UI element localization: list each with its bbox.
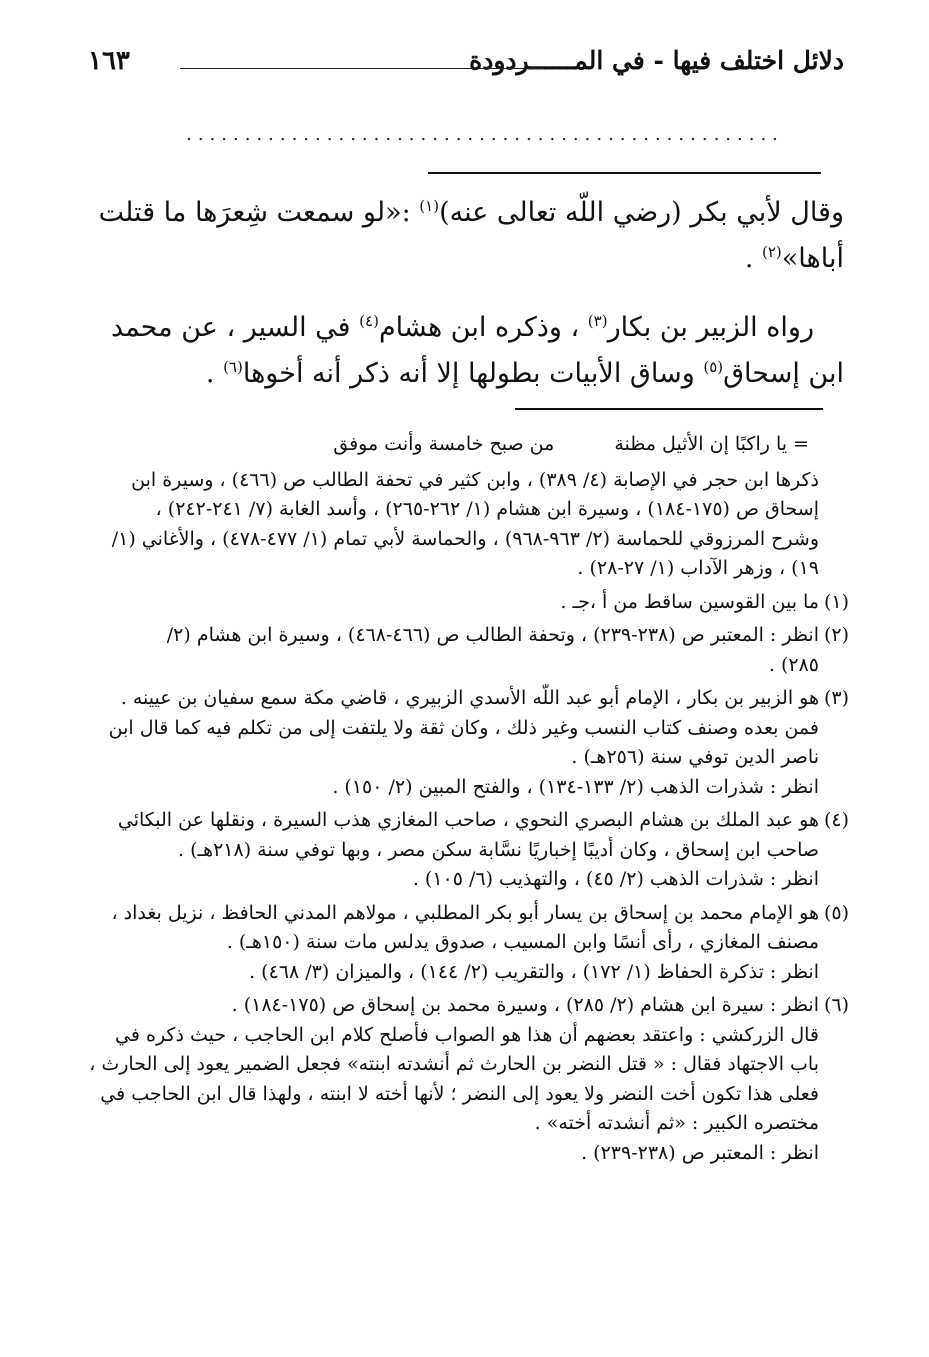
- footnote-line: انظر : شذرات الذهب (٢/ ٤٥) ، والتهذيب (٦/ ١٠٥) .: [412, 868, 819, 890]
- footnote-4: [80, 806, 849, 895]
- footnote-line: [80, 588, 849, 618]
- footnote-line: ٢٨٥) .: [768, 653, 819, 676]
- footnote-number: (٣): [823, 687, 849, 709]
- poem-verse: [80, 430, 849, 460]
- text-span: في السير ، عن محمد: [110, 312, 360, 343]
- footnote-line: [80, 991, 849, 1021]
- footnote-text: هو الإمام محمد بن إسحاق بن يسار أبو بكر المطلبي ، مولاهم المدني الحافظ ، نزيل بغداد ،: [111, 901, 819, 924]
- poem-hemistich: من صبح خامسة وأنت موفق: [333, 433, 555, 455]
- footnote-line: انظر : شذرات الذهب (٢/ ١٣٣-١٣٤) ، والفتح المبين (٢/ ١٥٠) .: [332, 775, 819, 798]
- footnote-ref: (١): [419, 197, 440, 215]
- footnote-continuation: [80, 466, 849, 584]
- top-rule: [428, 172, 821, 174]
- footnote-line: وشرح المرزوقي للحماسة (٢/ ٩٦٣-٩٦٨) ، والحماسة لأبي تمام (١/ ٤٧٧-٤٧٨) ، والأغاني (١/: [111, 527, 819, 550]
- footnote-3: [80, 684, 849, 802]
- footnote-5: [80, 899, 849, 988]
- footnote-line: ناصر الدين توفي سنة (٢٥٦هـ) .: [571, 746, 819, 768]
- footnote-line: قال الزركشي : واعتقد بعضهم أن هذا هو الصواب فأصلح كلام ابن الحاجب ، حيث ذكره في: [115, 1023, 819, 1046]
- footnote-line: فمن بعده وصنف كتاب النسب وغير ذلك ، وكان ثقة ولا يلتفت إلى من تكلم فيه كما قال ابن: [108, 716, 819, 739]
- text-span: وساق الأبيات بطولها إلا أنه ذكر أنه أخوها: [242, 358, 704, 389]
- footnote-ref: (٢): [761, 243, 782, 261]
- footnote-text: هو الزبير بن بكار ، الإمام أبو عبد اللّه الأسدي الزبيري ، قاضي مكة سمع سفيان بن عيينه .: [120, 687, 819, 709]
- footnote-line: مصنف المغازي ، رأى أنسًا وابن المسيب ، صدوق يدلس مات سنة (١٥٠هـ) .: [226, 931, 819, 953]
- footnote-line: إسحاق ص (١٧٥-١٨٤) ، وسيرة ابن هشام (١/ ٢٦٢-٢٦٥) ، وأسد الغابة (٧/ ٢٤١-٢٤٢) ،: [155, 498, 819, 520]
- footnote-line: [80, 621, 849, 651]
- footnote-line: ذكرها ابن حجر في الإصابة (٤/ ٣٨٩) ، وابن كثير في تحفة الطالب ص (٤٦٦) ، وسيرة ابن: [131, 468, 819, 491]
- text-line: [85, 190, 844, 236]
- footnote-ref: (٦): [223, 358, 243, 376]
- footnote-ref: (٥): [703, 358, 724, 376]
- text-span: ابن إسحاق: [723, 358, 844, 389]
- text-span: ، وذكره ابن هشام: [378, 312, 588, 343]
- text-span: .: [744, 243, 762, 274]
- footnotes: [80, 430, 849, 1172]
- footnote-line: فعلى هذا تكون أخت النضر ولا يعود إلى النضر ؛ لأنها أخته لا ابنته ، ولهذا قال ابن الحاجب في: [100, 1082, 819, 1105]
- footnote-number: (٦): [823, 994, 849, 1016]
- page-number: ١٦٣: [88, 46, 130, 76]
- text-span: وقال لأبي بكر (رضي اللّه تعالى عنه): [439, 197, 844, 228]
- header-rule: [180, 68, 544, 69]
- footnote-text: انظر : سيرة ابن هشام (٢/ ٢٨٥) ، وسيرة محمد بن إسحاق ص (١٧٥-١٨٤) .: [231, 994, 819, 1016]
- text-span: .: [205, 358, 224, 389]
- text-line: [85, 351, 844, 397]
- poem-hemistich: = يا راكبًا إن الأثيل مظنة: [614, 433, 809, 455]
- footnote-line: مختصره الكبير : «ثم أنشدته أخته» .: [534, 1112, 819, 1134]
- footnote-line: ١٩) ، وزهر الآداب (١/ ٢٧-٢٨) .: [577, 557, 819, 579]
- footnote-line: انظر : المعتبر ص (٢٣٨-٢٣٩) .: [581, 1141, 819, 1164]
- footnote-number: (٢): [823, 624, 849, 646]
- running-header: [88, 46, 844, 86]
- footnote-number: (٤): [823, 809, 849, 831]
- footnote-number: (١): [823, 590, 849, 613]
- footnote-text: انظر : المعتبر ص (٢٣٨-٢٣٩) ، وتحفة الطالب ص (٤٦٦-٤٦٨) ، وسيرة ابن هشام (٢/: [166, 624, 819, 646]
- text-span: :«لو سمعت شِعرَها ما قتلت: [98, 197, 420, 228]
- separator-dots: ...................................................: [186, 124, 784, 145]
- footnote-6: [80, 991, 849, 1168]
- footnote-ref: (٤): [359, 312, 379, 330]
- footnote-line: [80, 806, 849, 836]
- footnote-line: باب الاجتهاد فقال : « قتل النضر بن الحارث ثم أنشدته ابنته» فجعل الضمير يعود إلى الحارث ،: [89, 1053, 819, 1075]
- text-line: [85, 236, 844, 282]
- footnote-text: هو عبد الملك بن هشام البصري النحوي ، صاحب المغازي هذب السيرة ، ونقلها عن البكائي: [117, 809, 819, 831]
- footnote-line: [80, 899, 849, 929]
- footnote-1: [80, 588, 849, 618]
- footnote-line: [80, 684, 849, 714]
- footnote-text: ما بين القوسين ساقط من أ ،جـ .: [560, 590, 819, 613]
- footnote-2: [80, 621, 849, 680]
- main-paragraph-1: [85, 190, 844, 282]
- text-span: رواه الزبير بن بكار: [607, 312, 814, 343]
- footnote-number: (٥): [823, 901, 849, 924]
- header-title: دلائل اختلف فيها - في المــــــردودة: [469, 46, 844, 75]
- main-paragraph-2: [85, 305, 844, 397]
- footnote-ref: (٣): [587, 312, 608, 330]
- footnote-line: صاحب ابن إسحاق ، وكان أديبًا إخباريًا نسَّابة سكن مصر ، وبها توفي سنة (٢١٨هـ) .: [178, 838, 819, 861]
- footnote-line: انظر : تذكرة الحفاظ (١/ ١٧٢) ، والتقريب (٢/ ١٤٤) ، والميزان (٣/ ٤٦٨) .: [249, 960, 819, 983]
- footnote-rule: [515, 408, 823, 410]
- text-span: أباها»: [781, 243, 844, 274]
- text-line: [85, 305, 844, 351]
